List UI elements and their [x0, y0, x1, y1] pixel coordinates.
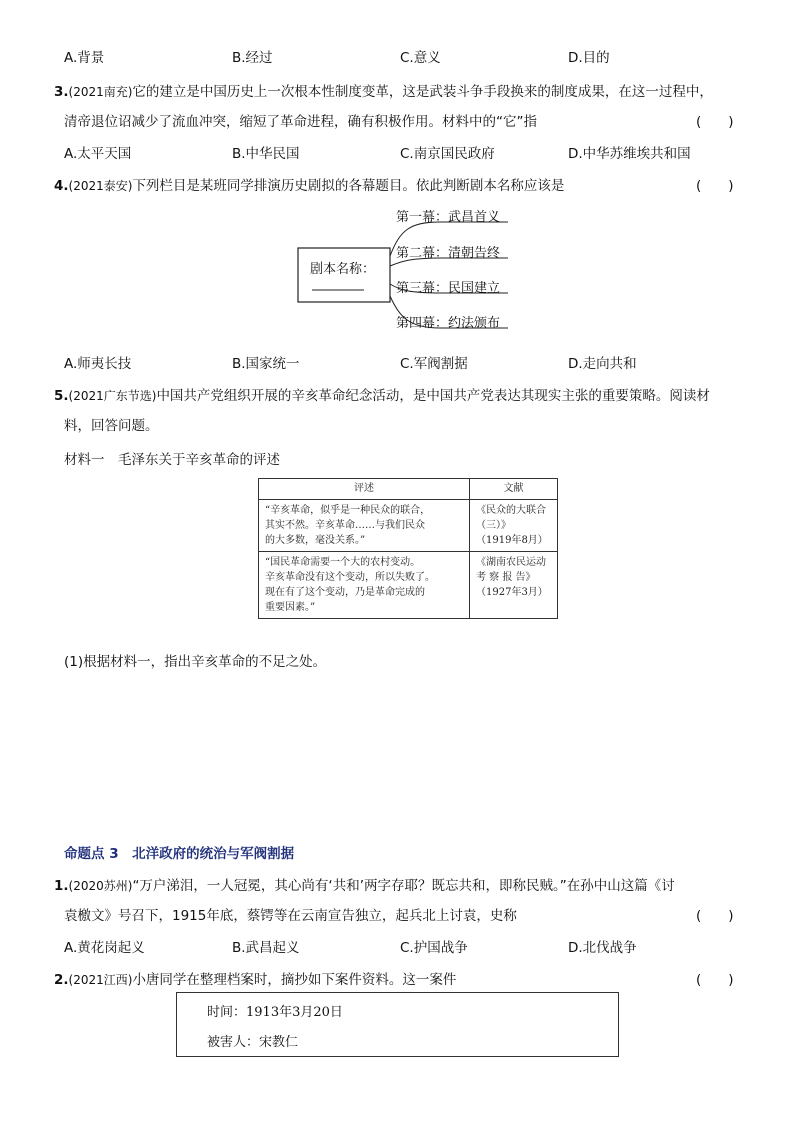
act-4: 第四幕：约法颁布	[396, 316, 501, 331]
question-source: (2021广东节选)	[68, 389, 157, 403]
question-number: 3.	[54, 84, 69, 100]
material-table	[258, 478, 558, 619]
table-cell-doc: 《湖南农民运动 考 察 报 告》 （1927年3月）	[470, 552, 558, 619]
question-number: 4.	[54, 178, 69, 194]
option-a: A.师夷长技	[64, 356, 132, 372]
s3-question-1-line1: 1.(2020苏州)“万户涕泪，一人冠冕，其心尚有‘共和’两字存耶？既忘共和，即称民贼。”在孙中山这篇《讨	[54, 878, 675, 894]
section-title: 命题点 3 北洋政府的统治与军阀割据	[64, 846, 295, 862]
question-source: (2021泰安)	[68, 179, 133, 193]
act-3: 第三幕：民国建立	[396, 281, 501, 296]
question-5-line2: 料，回答问题。	[64, 418, 159, 434]
table-header: 评述	[259, 479, 470, 500]
option-d: D.走向共和	[568, 356, 637, 372]
option-c: C.护国战争	[400, 940, 468, 956]
act-2: 第二幕：清朝告终	[396, 246, 501, 261]
table-row	[259, 552, 558, 619]
answer-paren: ( )	[696, 972, 734, 988]
s3-question-2-line1: 2.(2021江西)小唐同学在整理档案时，摘抄如下案件资料。这一案件	[54, 972, 457, 988]
question-source: (2021江西)	[68, 973, 133, 987]
table-cell-comment: “辛亥革命，似乎是一种民众的联合， 其实不然。辛亥革命……与我们民众 的大多数，毫没关系。”	[259, 500, 470, 552]
table-cell-doc: 《民众的大联合 （三）》 （1919年8月）	[470, 500, 558, 552]
table-cell-comment: “国民革命需要一个大的农村变动。 辛亥革命没有这个变动，所以失败了。 现在有了这个变动，乃是革命完成的 重要因素。”	[259, 552, 470, 619]
answer-paren: ( )	[696, 178, 734, 194]
script-name-label: 剧本名称：	[310, 262, 376, 277]
option-b: B.经过	[232, 50, 273, 66]
table-row	[259, 500, 558, 552]
question-5-line1: 5.(2021广东节选)中国共产党组织开展的辛亥革命纪念活动，是中国共产党表达其现实主张的重要策略。阅读材	[54, 388, 710, 404]
answer-paren: ( )	[696, 908, 734, 924]
question-4-line1: 4.(2021泰安)下列栏目是某班同学排演历史剧拟的各幕题目。依此判断剧本名称应该是	[54, 178, 565, 194]
option-b: B.武昌起义	[232, 940, 300, 956]
case-record-box	[176, 992, 619, 1057]
question-number: 2.	[54, 972, 69, 988]
question-number: 5.	[54, 388, 69, 404]
s3-question-1-line2: 袁檄文》号召下，1915年底，蔡锷等在云南宣告独立，起兵北上讨袁，史称	[64, 908, 517, 924]
option-d: D.中华苏维埃共和国	[568, 146, 691, 162]
table-header: 文献	[470, 479, 558, 500]
table-header-row	[259, 479, 558, 500]
option-c: C.南京国民政府	[400, 146, 495, 162]
case-victim: 被害人：宋教仁	[207, 1035, 299, 1050]
option-c: C.军阀割据	[400, 356, 468, 372]
option-a: A.黄花岗起义	[64, 940, 145, 956]
option-c: C.意义	[400, 50, 441, 66]
question-number: 1.	[54, 878, 69, 894]
question-3-line1: 3.(2021南充)它的建立是中国历史上一次根本性制度变革，这是武装斗争手段换来的制度成果，在这一过程中，	[54, 84, 713, 100]
question-3-line2: 清帝退位诏减少了流血冲突，缩短了革命进程，确有积极作用。材料中的“它”指	[64, 114, 537, 130]
material-title: 材料一 毛泽东关于辛亥革命的评述	[64, 452, 280, 468]
answer-paren: ( )	[696, 114, 734, 130]
option-b: B.国家统一	[232, 356, 300, 372]
option-a: A.背景	[64, 50, 105, 66]
option-d: D.北伐战争	[568, 940, 637, 956]
sub-question-1: (1)根据材料一，指出辛亥革命的不足之处。	[64, 654, 327, 670]
act-1: 第一幕：武昌首义	[396, 210, 501, 225]
option-a: A.太平天国	[64, 146, 132, 162]
option-d: D.目的	[568, 50, 610, 66]
question-source: (2020苏州)	[68, 879, 133, 893]
option-b: B.中华民国	[232, 146, 300, 162]
case-time: 时间：1913年3月20日	[207, 1005, 343, 1020]
question-source: (2021南充)	[68, 85, 133, 99]
